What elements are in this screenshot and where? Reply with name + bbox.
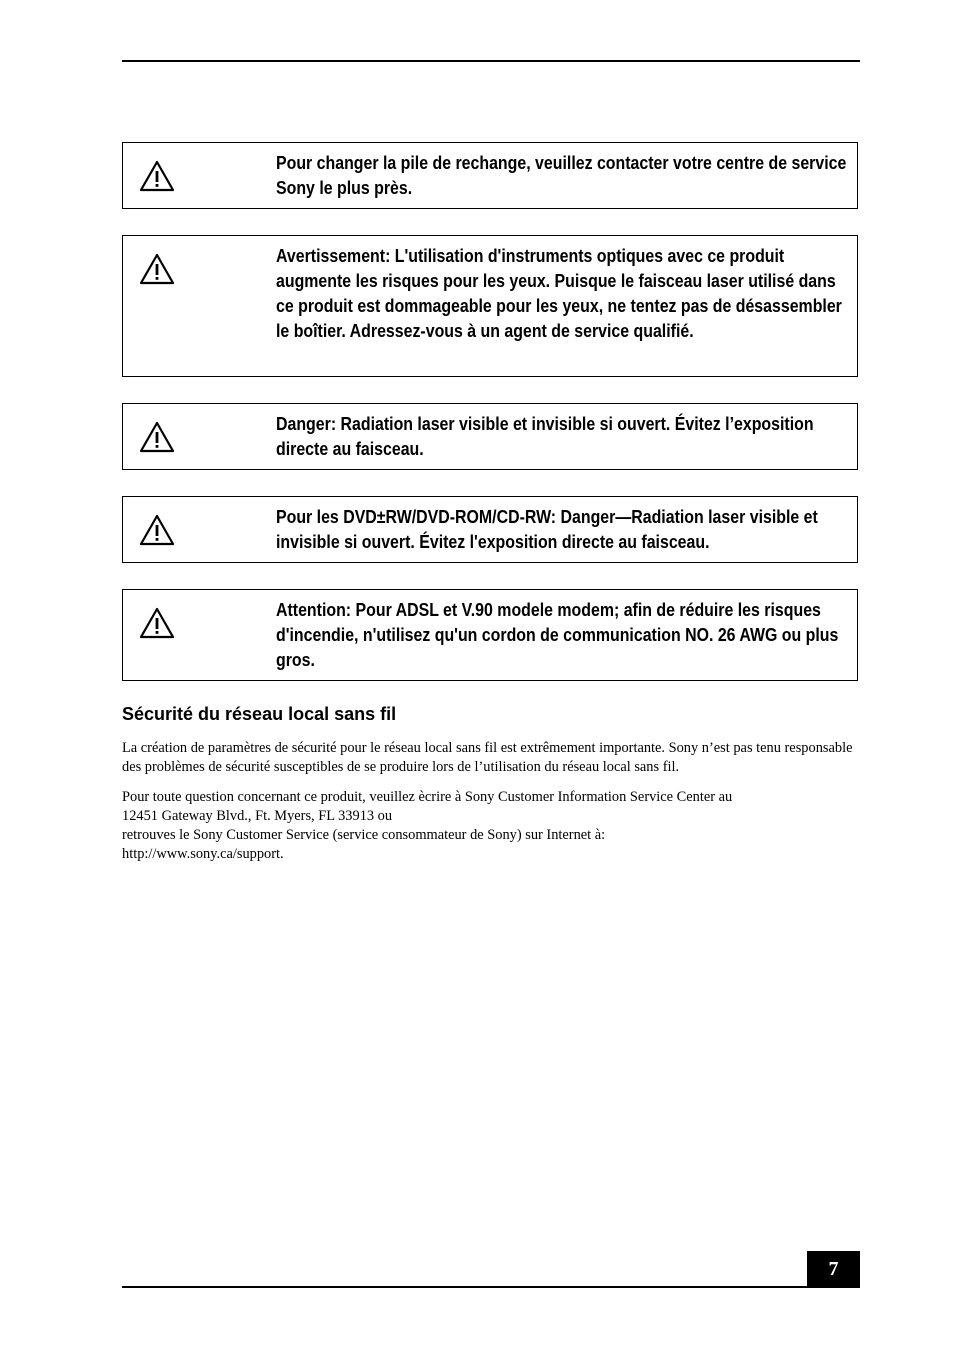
paragraph-security: La création de paramètres de sécurité pour le réseau local sans fil est extrêmement importante. Sony n’est pas tenu responsable des problèmes de sécurité susceptibles de se produire lors de l’utilisation du réseau local sans fil. xyxy=(122,740,853,775)
warning-triangle-icon xyxy=(139,160,175,192)
footer-rule xyxy=(122,1286,860,1288)
warning-text: Avertissement: L'utilisation d'instruments optiques avec ce produit augmente les risques pour les yeux. Puisque le faisceau laser utilisé dans ce produit est dommageable pour les yeux, ne tentez pas de désassembler le boîtier. Adressez-vous à un agent de service qualifié. xyxy=(276,245,842,341)
warning-box-optical xyxy=(122,235,858,377)
warning-box-modem xyxy=(122,589,858,681)
warning-text: Danger: Radiation laser visible et invisible si ouvert. Évitez l’exposition directe au faisceau. xyxy=(276,413,814,459)
warning-triangle-icon xyxy=(139,253,175,285)
warning-triangle-icon xyxy=(139,514,175,546)
section-title: Sécurité du réseau local sans fil xyxy=(122,704,397,724)
contact-line: retrouves le Sony Customer Service (service consommateur de Sony) sur Internet à: xyxy=(122,827,606,843)
support-url: http://www.sony.ca/support. xyxy=(122,846,284,862)
warning-text: Pour les DVD±RW/DVD-ROM/CD-RW: Danger—Radiation laser visible et invisible si ouvert. Évitez l'exposition directe au faisceau. xyxy=(276,506,818,552)
page-number: 7 xyxy=(807,1251,860,1287)
warning-box-dvd xyxy=(122,496,858,563)
warning-triangle-icon xyxy=(139,607,175,639)
contact-line: Pour toute question concernant ce produit, veuillez ècrire à Sony Customer Information Service Center au xyxy=(122,789,733,805)
paragraph-contact xyxy=(122,788,862,864)
warning-text: Attention: Pour ADSL et V.90 modele modem; afin de réduire les risques d'incendie, n'utilisez qu'un cordon de communication NO. 26 AWG ou plus gros. xyxy=(276,599,839,670)
warning-text: Pour changer la pile de rechange, veuillez contacter votre centre de service Sony le plus près. xyxy=(276,152,847,198)
header-rule xyxy=(122,60,860,62)
warning-box-laser xyxy=(122,403,858,470)
contact-address-line: 12451 Gateway Blvd., Ft. Myers, FL 33913 ou xyxy=(122,808,393,824)
warning-box-battery xyxy=(122,142,858,209)
warning-triangle-icon xyxy=(139,421,175,453)
